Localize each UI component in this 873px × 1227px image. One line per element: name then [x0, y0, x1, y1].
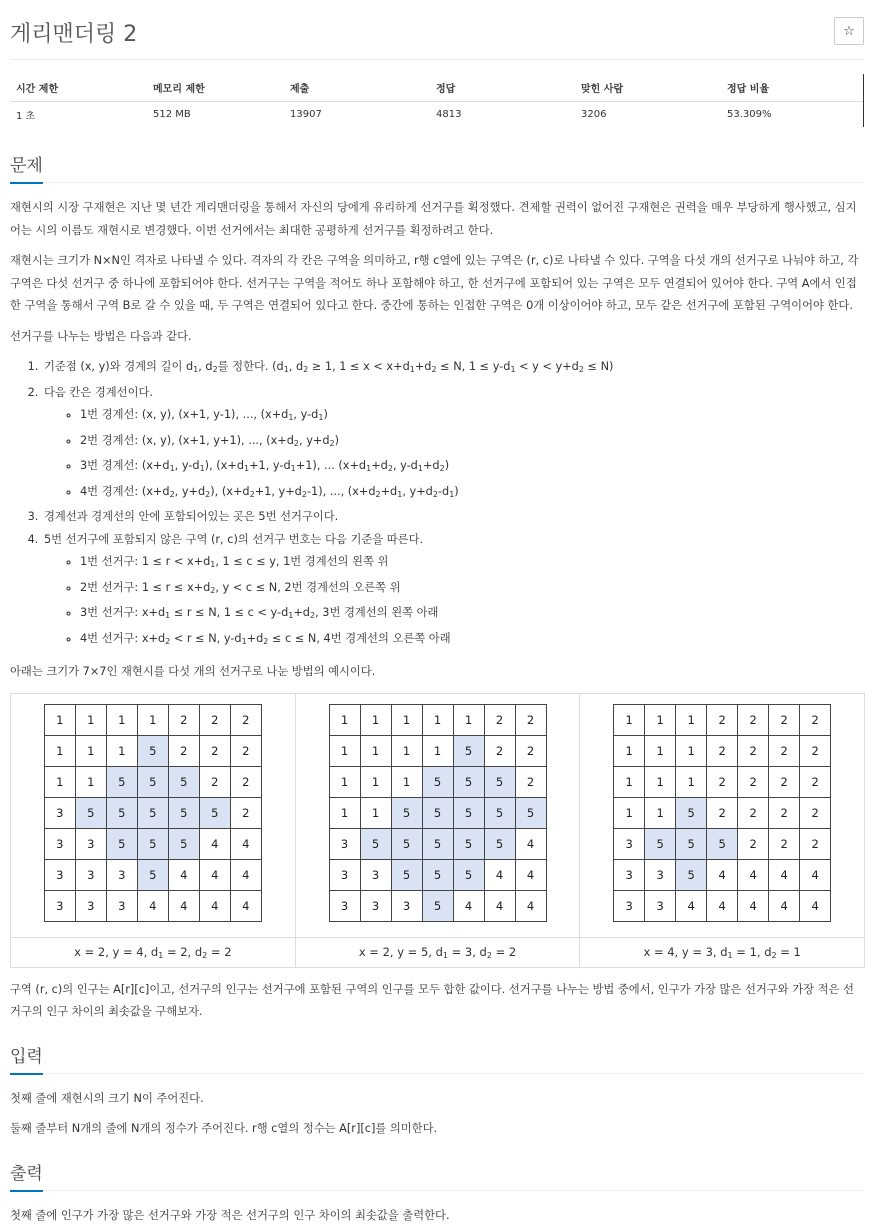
grid-row: [614, 890, 831, 921]
input-section-title: 입력: [10, 1042, 43, 1075]
grid-row: [329, 704, 546, 735]
grid-row: [44, 859, 261, 890]
grid-cell: 5: [453, 735, 484, 766]
grid-cell: 5: [515, 797, 546, 828]
grid-cell: 5: [676, 797, 707, 828]
grid-cell: 2: [515, 735, 546, 766]
info-value: 3206: [575, 101, 721, 127]
grid-cell: 4: [230, 859, 261, 890]
grid-cell: 5: [360, 828, 391, 859]
output-paragraph: 첫째 줄에 인구가 가장 많은 선거구와 가장 적은 선거구의 인구 차이의 최솟값을 출력한다.: [10, 1205, 864, 1227]
list-item: 3. 경계선과 경계선의 안에 포함되어있는 곳은 5번 선거구이다.: [42, 506, 864, 529]
grid-cell: 1: [329, 735, 360, 766]
example-caption: x = 4, y = 3, $d_1 = 1$, $d_2 = 1$: [580, 938, 864, 967]
grid-cell: 1: [75, 735, 106, 766]
problem-title: 게리맨더링 2: [10, 17, 137, 48]
grid-cell: 1: [391, 766, 422, 797]
grid-cell: 1: [44, 704, 75, 735]
grid-cell: 5: [422, 797, 453, 828]
grid-cell: 3: [75, 890, 106, 921]
grid-row: [329, 828, 546, 859]
list-item: ◦ 1번 선거구: $1 \le r < x+d_1$, 1 ≤ c ≤ y, 1번 경계선의 왼쪽 위: [80, 551, 864, 577]
grid-cell: 5: [645, 828, 676, 859]
grid-cell: 5: [484, 766, 515, 797]
list-item: ◦ 2번 경계선: (x, y), (x+1, y+1), ..., ($x+d_2$, $y+d_2$): [80, 430, 864, 456]
grid-cell: 4: [484, 890, 515, 921]
description-paragraph: 선거구를 나누는 방법은 다음과 같다.: [10, 326, 864, 349]
description-paragraph: 구역 (r, c)의 인구는 A[r][c]이고, 선거구의 인구는 선거구에 포함된 구역의 인구를 모두 합한 값이다. 선거구를 나누는 방법 중에서, 인구가 가장 많은 선거구와 가장 적은 선거구의 인구 차이의 최솟값을 구해보자.: [10, 979, 864, 1024]
grid-cell: 3: [106, 890, 137, 921]
description-paragraph: 재현시의 시장 구재현은 지난 몇 년간 게리맨더링을 통해서 자신의 당에게 유리하게 선거구를 획정했다. 견제할 권력이 없어진 구재현은 권력을 매우 부당하게 행사했고, 심지어는 시의 이름도 재현시로 변경했다. 이번 선거에서는 최대한 공평하게 선거구를 획정하려고 한다.: [10, 197, 864, 242]
examples-grid-row: [11, 694, 864, 937]
grid-cell: 1: [329, 766, 360, 797]
grid-cell: 2: [769, 735, 800, 766]
grid-cell: 4: [199, 890, 230, 921]
grid-cell: 2: [738, 828, 769, 859]
input-paragraph: 첫째 줄에 재현시의 크기 N이 주어진다.: [10, 1088, 864, 1111]
grid-cell: 1: [614, 704, 645, 735]
grid-cell: 1: [360, 797, 391, 828]
grid-cell: 3: [645, 890, 676, 921]
grid-cell: 2: [738, 766, 769, 797]
grid-cell: 5: [707, 828, 738, 859]
grid-row: [44, 890, 261, 921]
grid-cell: 5: [453, 859, 484, 890]
grid-cell: 2: [738, 735, 769, 766]
example-cell: [580, 694, 864, 937]
grid-cell: 4: [800, 859, 831, 890]
grid-cell: 1: [75, 704, 106, 735]
grid-cell: 1: [391, 735, 422, 766]
grid-cell: 5: [137, 735, 168, 766]
info-value-row: [10, 101, 863, 127]
grid-cell: 2: [707, 704, 738, 735]
grid-cell: 5: [676, 859, 707, 890]
grid-cell: 2: [738, 797, 769, 828]
problem-section-header: [10, 151, 864, 183]
grid-row: [329, 735, 546, 766]
grid-cell: 1: [391, 704, 422, 735]
grid-row: [614, 704, 831, 735]
grid-cell: 3: [75, 828, 106, 859]
grid-cell: 4: [707, 859, 738, 890]
example-caption: x = 2, y = 5, $d_1 = 3$, $d_2 = 2$: [296, 938, 581, 967]
grid-cell: 2: [199, 704, 230, 735]
grid-cell: 3: [44, 797, 75, 828]
example-grid: [329, 704, 547, 922]
section-divider: [10, 182, 864, 183]
list-item: 1. 기준점 (x, y)와 경계의 길이 $d_1$, $d_2$를 정한다. ($d_1$, $d_2 \ge 1$, $1 \le x < x+d_1+d_2 \le N$, $1 \le y-d_1 < y < y+d_2 \le N$): [42, 356, 864, 382]
grid-cell: 1: [360, 704, 391, 735]
list-item: ◦ 1번 경계선: (x, y), (x+1, y-1), ..., ($x+d_1$, $y-d_1$): [80, 404, 864, 430]
grid-cell: 1: [360, 766, 391, 797]
grid-cell: 2: [484, 704, 515, 735]
title-row: [10, 0, 864, 60]
grid-cell: 2: [800, 704, 831, 735]
list-item: ◦ 4번 경계선: ($x+d_2$, $y+d_2$), ($x+d_2+1$, $y+d_2-1$), ..., ($x+d_2+d_1$, $y+d_2-d_1$): [80, 481, 864, 507]
grid-row: [44, 704, 261, 735]
grid-cell: 5: [422, 766, 453, 797]
grid-cell: 3: [614, 890, 645, 921]
grid-cell: 4: [199, 859, 230, 890]
grid-cell: 4: [800, 890, 831, 921]
grid-cell: 1: [329, 704, 360, 735]
grid-cell: 1: [453, 704, 484, 735]
section-divider: [10, 1190, 864, 1191]
grid-cell: 4: [137, 890, 168, 921]
output-section-header: [10, 1159, 864, 1191]
grid-cell: 4: [453, 890, 484, 921]
grid-cell: 4: [738, 890, 769, 921]
grid-cell: 3: [44, 828, 75, 859]
description-paragraph: 아래는 크기가 7×7인 재현시를 다섯 개의 선거구로 나눈 방법의 예시이다.: [10, 661, 864, 684]
problem-section-title: 문제: [10, 151, 43, 184]
grid-row: [614, 797, 831, 828]
info-value: 4813: [430, 101, 575, 127]
grid-row: [614, 766, 831, 797]
grid-cell: 4: [230, 828, 261, 859]
grid-cell: 1: [676, 735, 707, 766]
grid-cell: 2: [800, 828, 831, 859]
list-item: ◦ 3번 경계선: ($x+d_1$, $y-d_1$), ($x+d_1+1$, $y-d_1+1$), ... ($x+d_1+d_2$, $y-d_1+d_2$): [80, 455, 864, 481]
info-value: 13907: [284, 101, 430, 127]
grid-cell: 4: [515, 859, 546, 890]
example-caption: x = 2, y = 4, $d_1 = 2$, $d_2 = 2$: [11, 938, 296, 967]
info-header: 시간 제한: [10, 74, 147, 101]
list-item: ◦ 4번 선거구: $x+d_2 < r \le N$, $y-d_1+d_2 \le c \le N$, 4번 경계선의 오른쪽 아래: [80, 628, 864, 654]
grid-cell: 5: [106, 828, 137, 859]
list-item: ◦ 3번 선거구: $x+d_1 \le r \le N$, $1 \le c < y-d_1+d_2$, 3번 경계선의 왼쪽 아래: [80, 602, 864, 628]
examples-caption-row: [11, 937, 864, 967]
grid-cell: 1: [137, 704, 168, 735]
info-header-row: [10, 74, 863, 101]
grid-cell: 2: [800, 766, 831, 797]
grid-cell: 2: [230, 766, 261, 797]
grid-cell: 1: [422, 704, 453, 735]
info-value: 512 MB: [147, 101, 284, 127]
grid-cell: 5: [391, 797, 422, 828]
grid-cell: 5: [199, 797, 230, 828]
grid-cell: 4: [676, 890, 707, 921]
grid-cell: 3: [44, 859, 75, 890]
grid-cell: 2: [199, 766, 230, 797]
grid-cell: 1: [614, 766, 645, 797]
grid-cell: 2: [738, 704, 769, 735]
grid-cell: 3: [329, 859, 360, 890]
grid-cell: 2: [707, 766, 738, 797]
grid-cell: 3: [75, 859, 106, 890]
division-steps-list: [10, 356, 864, 653]
input-section-header: [10, 1042, 864, 1074]
grid-cell: 3: [614, 859, 645, 890]
grid-cell: 3: [614, 828, 645, 859]
output-section-title: 출력: [10, 1159, 43, 1192]
grid-cell: 4: [515, 890, 546, 921]
example-cell: [11, 694, 296, 937]
grid-row: [329, 766, 546, 797]
grid-cell: 5: [484, 828, 515, 859]
info-header: 메모리 제한: [147, 74, 284, 101]
grid-cell: 1: [106, 704, 137, 735]
grid-row: [44, 735, 261, 766]
grid-cell: 5: [168, 828, 199, 859]
grid-cell: 1: [676, 704, 707, 735]
grid-row: [44, 797, 261, 828]
grid-cell: 1: [614, 797, 645, 828]
grid-cell: 2: [515, 766, 546, 797]
list-item: ◦ 2번 선거구: $1 \le r \le x+d_2$, y < c ≤ N, 2번 경계선의 오른쪽 위: [80, 577, 864, 603]
examples-table: [10, 693, 865, 968]
grid-cell: 1: [422, 735, 453, 766]
grid-row: [614, 859, 831, 890]
grid-cell: 5: [75, 797, 106, 828]
grid-cell: 5: [422, 859, 453, 890]
grid-cell: 1: [645, 735, 676, 766]
grid-row: [329, 890, 546, 921]
input-paragraph: 둘째 줄부터 N개의 줄에 N개의 정수가 주어진다. r행 c열의 정수는 A[r][c]를 의미한다.: [10, 1118, 864, 1141]
grid-cell: 4: [168, 890, 199, 921]
grid-row: [44, 828, 261, 859]
grid-cell: 5: [422, 828, 453, 859]
grid-cell: 5: [676, 828, 707, 859]
grid-cell: 1: [676, 766, 707, 797]
grid-cell: 3: [44, 890, 75, 921]
grid-cell: 5: [453, 828, 484, 859]
grid-cell: 2: [769, 797, 800, 828]
grid-row: [329, 859, 546, 890]
grid-cell: 5: [453, 766, 484, 797]
grid-cell: 1: [44, 766, 75, 797]
grid-cell: 1: [645, 766, 676, 797]
info-header: 제출: [284, 74, 430, 101]
grid-cell: 3: [360, 859, 391, 890]
list-item: 4. 5번 선거구에 포함되지 않은 구역 (r, c)의 선거구 번호는 다음 기준을 따른다. ◦ 1번 선거구: $1 \le r < x+d_1$, 1 ≤ c ≤ y, 1번 경계선의 왼쪽 위 ◦ 2번 선거구: $1 \le r \le x+d_2$, y < c ≤ N, 2번 경계선의 오른쪽 위 ◦ 3번 선거구: $x+d_1 \le r \le N$, $1 \le c < y-d_1+d_2$, 3번 경계선의 왼쪽 아래 ◦ 4번 선거구: $x+d_2 < r \le N$, $y-d_1+d_2 \le c \le N$, 4번 경계선의 오른쪽 아래: [42, 529, 864, 654]
grid-cell: 5: [168, 766, 199, 797]
info-header: 정답 비율: [721, 74, 863, 101]
grid-cell: 2: [230, 735, 261, 766]
info-value: 1 초: [10, 101, 147, 127]
grid-cell: 2: [769, 704, 800, 735]
section-divider: [10, 1073, 864, 1074]
grid-cell: 5: [484, 797, 515, 828]
grid-cell: 2: [168, 704, 199, 735]
grid-cell: 5: [137, 828, 168, 859]
grid-cell: 1: [360, 735, 391, 766]
grid-cell: 2: [769, 828, 800, 859]
grid-cell: 3: [645, 859, 676, 890]
grid-cell: 4: [738, 859, 769, 890]
grid-cell: 5: [391, 828, 422, 859]
problem-info-table: [10, 74, 864, 127]
example-grid: [44, 704, 262, 922]
grid-cell: 2: [515, 704, 546, 735]
grid-row: [44, 766, 261, 797]
grid-cell: 2: [707, 797, 738, 828]
grid-cell: 4: [230, 890, 261, 921]
grid-row: [614, 735, 831, 766]
grid-cell: 5: [453, 797, 484, 828]
star-button[interactable]: [834, 17, 864, 45]
grid-row: [329, 797, 546, 828]
grid-cell: 5: [106, 797, 137, 828]
grid-cell: 4: [769, 859, 800, 890]
info-header: 정답: [430, 74, 575, 101]
info-value: 53.309%: [721, 101, 863, 127]
grid-cell: 4: [484, 859, 515, 890]
grid-cell: 5: [137, 859, 168, 890]
example-grid: [613, 704, 831, 922]
grid-cell: 2: [800, 735, 831, 766]
grid-cell: 5: [106, 766, 137, 797]
grid-cell: 3: [360, 890, 391, 921]
grid-cell: 1: [645, 704, 676, 735]
grid-cell: 4: [707, 890, 738, 921]
grid-cell: 2: [707, 735, 738, 766]
grid-cell: 2: [199, 735, 230, 766]
grid-cell: 1: [329, 797, 360, 828]
grid-cell: 3: [329, 828, 360, 859]
grid-cell: 5: [137, 766, 168, 797]
example-cell: [296, 694, 581, 937]
grid-cell: 5: [137, 797, 168, 828]
grid-cell: 2: [484, 735, 515, 766]
grid-cell: 2: [168, 735, 199, 766]
grid-cell: 1: [614, 735, 645, 766]
grid-cell: 5: [422, 890, 453, 921]
boundary-list: [44, 404, 864, 506]
info-header: 맞힌 사람: [575, 74, 721, 101]
grid-row: [614, 828, 831, 859]
grid-cell: 4: [515, 828, 546, 859]
star-icon: ☆: [843, 24, 855, 39]
grid-cell: 1: [106, 735, 137, 766]
grid-cell: 3: [106, 859, 137, 890]
district-rules-list: [44, 551, 864, 653]
description-paragraph: 재현시는 크기가 N×N인 격자로 나타낼 수 있다. 격자의 각 칸은 구역을 의미하고, r행 c열에 있는 구역은 (r, c)로 나타낼 수 있다. 구역을 다섯 개의 선거구로 나눠야 하고, 각 구역은 다섯 선거구 중 하나에 포함되어야 한다. 선거구는 구역을 적어도 하나 포함해야 하고, 한 선거구에 포함되어 있는 구역은 모두 연결되어 있어야 한다. 구역 A에서 인접한 구역을 통해서 구역 B로 갈 수 있을 때, 두 구역은 연결되어 있다고 한다. 중간에 통하는 인접한 구역은 0개 이상이어야 하고, 모두 같은 선거구에 포함된 구역이어야 한다.: [10, 250, 864, 318]
list-item: 2. 다음 칸은 경계선이다. ◦ 1번 경계선: (x, y), (x+1, y-1), ..., ($x+d_1$, $y-d_1$) ◦ 2번 경계선: (x, y), (x+1, y+1), ..., ($x+d_2$, $y+d_2$) ◦ 3번 경계선: ($x+d_1$, $y-d_1$), ($x+d_1+1$, $y-d_1+1$), ... ($x+d_1+d_2$, $y-d_1+d_2$) ◦ 4번 경계선: ($x+d_2$, $y+d_2$), ($x+d_2+1$, $y+d_2-1$), ..., ($x+d_2+d_1$, $y+d_2-d_1$): [42, 382, 864, 507]
grid-cell: 4: [168, 859, 199, 890]
grid-cell: 2: [230, 704, 261, 735]
grid-cell: 4: [199, 828, 230, 859]
grid-cell: 5: [391, 859, 422, 890]
grid-cell: 1: [44, 735, 75, 766]
grid-cell: 1: [645, 797, 676, 828]
grid-cell: 4: [769, 890, 800, 921]
grid-cell: 2: [800, 797, 831, 828]
grid-cell: 3: [391, 890, 422, 921]
grid-cell: 1: [75, 766, 106, 797]
grid-cell: 2: [230, 797, 261, 828]
grid-cell: 3: [329, 890, 360, 921]
grid-cell: 2: [769, 766, 800, 797]
grid-cell: 5: [168, 797, 199, 828]
